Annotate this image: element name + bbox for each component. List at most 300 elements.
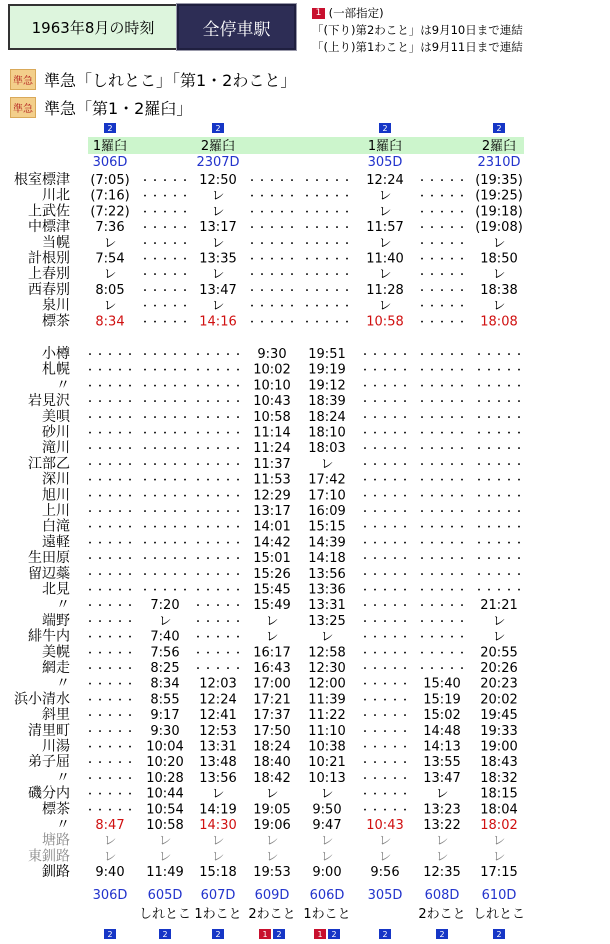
- time-cell: ・・・・・: [85, 695, 135, 707]
- time-cell: ・・・・・: [417, 285, 467, 297]
- station-name: 北見: [42, 581, 70, 598]
- time-cell: ・・・・・: [360, 428, 410, 440]
- time-cell: ・・・・・: [474, 491, 524, 503]
- station-name: 白滝: [42, 518, 70, 535]
- time-cell: 10:20: [146, 755, 184, 771]
- time-cell: ・・・・・: [474, 522, 524, 534]
- time-cell: ・・・・・: [417, 632, 467, 644]
- train-number-bottom: 608D: [424, 888, 460, 903]
- time-cell: ・・・・・: [474, 585, 524, 597]
- time-cell: 10:58: [366, 314, 404, 330]
- time-cell: レ: [265, 833, 279, 849]
- time-cell: ・・・・・: [417, 365, 467, 377]
- time-cell: レ: [378, 298, 392, 314]
- time-cell: ・・・・・: [360, 350, 410, 361]
- time-cell: レ: [158, 833, 172, 849]
- time-cell: 10:04: [146, 739, 184, 755]
- station-name: 美唄: [42, 408, 70, 425]
- time-cell: 7:40: [150, 629, 180, 645]
- time-cell: 14:01: [253, 519, 291, 535]
- time-cell: ・・・・・: [417, 176, 467, 187]
- time-cell: 19:53: [253, 865, 291, 881]
- time-cell: ・・・・・: [360, 569, 410, 581]
- time-cell: レ: [378, 267, 392, 283]
- time-cell: 18:50: [480, 251, 518, 267]
- seat-badge: 2: [107, 124, 113, 133]
- station-name: 深川: [42, 471, 70, 488]
- time-cell: ・・・・・: [302, 176, 352, 187]
- time-cell: ・・・・・: [193, 632, 243, 644]
- station-name: 浜小清水: [14, 691, 70, 708]
- time-cell: 9:30: [257, 347, 287, 362]
- station-name: 〃: [56, 675, 70, 692]
- station-name: 西春別: [28, 281, 70, 298]
- time-cell: ・・・・・: [85, 412, 135, 424]
- time-cell: ・・・・・: [474, 459, 524, 471]
- time-cell: ・・・・・: [417, 317, 467, 329]
- time-cell: 18:24: [308, 409, 346, 425]
- time-cell: ・・・・・: [140, 522, 190, 534]
- time-cell: レ: [103, 235, 117, 251]
- time-cell: 18:24: [253, 739, 291, 755]
- time-cell: 12:24: [366, 173, 404, 188]
- time-cell: 17:10: [308, 488, 346, 504]
- time-cell: ・・・・・: [360, 475, 410, 487]
- time-cell: 9:30: [150, 723, 180, 739]
- seat-badge: 2: [331, 930, 337, 939]
- time-cell: 12:41: [199, 708, 237, 724]
- time-cell: ・・・・・: [360, 397, 410, 409]
- station-name: 岩見沢: [28, 393, 70, 410]
- time-cell: ・・・・・: [85, 711, 135, 723]
- time-cell: 18:04: [480, 802, 518, 818]
- time-cell: ・・・・・: [417, 207, 467, 219]
- time-cell: ・・・・・: [140, 270, 190, 282]
- time-cell: レ: [378, 235, 392, 251]
- time-cell: 13:36: [308, 582, 346, 598]
- time-cell: 15:15: [308, 519, 346, 535]
- time-cell: ・・・・・: [140, 491, 190, 503]
- time-cell: 15:49: [253, 598, 291, 614]
- reserved-badge: 1: [312, 8, 325, 19]
- time-cell: ・・・・・: [140, 317, 190, 329]
- time-cell: 14:48: [423, 723, 461, 739]
- time-cell: ・・・・・: [417, 554, 467, 566]
- station-name: 小樽: [42, 346, 70, 362]
- time-cell: ・・・・・: [247, 176, 297, 187]
- time-cell: レ: [492, 833, 506, 849]
- time-cell: 15:02: [423, 708, 461, 724]
- time-cell: 11:28: [366, 282, 404, 298]
- time-cell: 11:37: [253, 456, 291, 472]
- time-cell: ・・・・・: [474, 475, 524, 487]
- time-cell: 13:23: [423, 802, 461, 818]
- time-cell: 18:08: [480, 314, 518, 330]
- train-number-bottom: 609D: [254, 888, 290, 903]
- time-cell: レ: [435, 833, 449, 849]
- time-cell: 15:01: [253, 551, 291, 567]
- time-cell: ・・・・・: [193, 475, 243, 487]
- time-cell: ・・・・・: [360, 507, 410, 518]
- time-cell: 13:56: [199, 770, 237, 786]
- time-cell: 8:47: [95, 818, 125, 833]
- time-cell: 19:05: [253, 802, 291, 818]
- time-cell: 7:20: [150, 598, 180, 614]
- station-name: 清里町: [28, 722, 70, 739]
- time-cell: ・・・・・: [140, 365, 190, 377]
- time-cell: ・・・・・: [85, 428, 135, 440]
- time-cell: レ: [265, 786, 279, 802]
- train-name-bottom: しれとこ: [138, 907, 192, 922]
- time-cell: 20:23: [480, 676, 518, 692]
- time-cell: レ: [103, 833, 117, 849]
- station-name: 上武佐: [28, 203, 70, 220]
- train-number-top: 306D: [92, 155, 128, 170]
- time-cell: ・・・・・: [193, 444, 243, 456]
- station-name: 端野: [42, 612, 70, 629]
- time-cell: ・・・・・: [193, 554, 243, 566]
- time-cell: 10:43: [253, 394, 291, 410]
- time-cell: 12:24: [199, 692, 237, 708]
- time-cell: レ: [320, 629, 334, 645]
- time-cell: 15:18: [199, 865, 237, 881]
- express-tag: 準急: [10, 97, 36, 118]
- time-cell: ・・・・・: [85, 585, 135, 597]
- time-cell: ・・・・・: [302, 301, 352, 313]
- seat-badge: 2: [439, 930, 445, 939]
- station-name: 留辺蘂: [28, 565, 70, 582]
- time-cell: ・・・・・: [140, 238, 190, 250]
- time-cell: ・・・・・: [85, 758, 135, 770]
- time-cell: (19:18): [475, 204, 523, 220]
- train-name-top: 2羅臼: [200, 139, 236, 154]
- time-cell: 12:03: [199, 676, 237, 692]
- time-cell: レ: [492, 613, 506, 629]
- seat-badge: 2: [382, 930, 388, 939]
- time-cell: 11:22: [308, 708, 346, 724]
- time-cell: 8:55: [150, 692, 180, 708]
- station-name: 滝川: [42, 440, 70, 457]
- time-cell: レ: [211, 849, 225, 865]
- time-cell: ・・・・・: [85, 522, 135, 534]
- time-cell: 9:47: [312, 818, 342, 833]
- time-cell: レ: [211, 267, 225, 283]
- time-cell: 12:35: [423, 865, 461, 881]
- time-cell: ・・・・・: [140, 459, 190, 471]
- time-cell: ・・・・・: [193, 397, 243, 409]
- train-name-top: 2羅臼: [481, 139, 517, 154]
- time-cell: 13:55: [423, 755, 461, 771]
- time-cell: ・・・・・: [360, 789, 410, 801]
- time-cell: レ: [211, 235, 225, 251]
- service-name: 準急「しれとこ」「第1・2わこと」: [44, 71, 297, 90]
- time-cell: (19:35): [475, 173, 523, 188]
- time-cell: 12:00: [308, 676, 346, 692]
- time-cell: ・・・・・: [360, 632, 410, 644]
- time-cell: 18:02: [480, 818, 518, 833]
- station-name: 標茶: [42, 313, 70, 330]
- time-cell: ・・・・・: [193, 365, 243, 377]
- time-cell: レ: [103, 849, 117, 865]
- time-cell: (19:08): [475, 220, 523, 236]
- time-cell: ・・・・・: [193, 601, 243, 613]
- time-cell: ・・・・・: [140, 207, 190, 219]
- time-cell: ・・・・・: [302, 223, 352, 235]
- time-cell: ・・・・・: [85, 397, 135, 409]
- time-cell: ・・・・・: [417, 428, 467, 440]
- time-cell: ・・・・・: [85, 475, 135, 487]
- page-title: 1963年8月の時刻: [31, 18, 155, 37]
- station-name: 上川: [42, 503, 70, 519]
- time-cell: ・・・・・: [360, 695, 410, 707]
- time-cell: ・・・・・: [360, 711, 410, 723]
- time-cell: ・・・・・: [247, 254, 297, 266]
- time-cell: 10:43: [366, 818, 404, 833]
- time-cell: 16:09: [308, 504, 346, 519]
- time-cell: ・・・・・: [302, 238, 352, 250]
- time-cell: 13:48: [199, 755, 237, 771]
- time-cell: ・・・・・: [417, 522, 467, 534]
- time-cell: ・・・・・: [85, 632, 135, 644]
- time-cell: 13:31: [308, 598, 346, 614]
- time-cell: レ: [378, 188, 392, 204]
- time-cell: ・・・・・: [474, 397, 524, 409]
- time-cell: 10:38: [308, 739, 346, 755]
- time-cell: レ: [211, 188, 225, 204]
- time-cell: ・・・・・: [247, 191, 297, 203]
- train-number-bottom: 605D: [147, 888, 183, 903]
- time-cell: ・・・・・: [417, 191, 467, 203]
- time-cell: ・・・・・: [140, 585, 190, 597]
- time-cell: ・・・・・: [474, 554, 524, 566]
- time-cell: ・・・・・: [140, 223, 190, 235]
- time-cell: ・・・・・: [474, 428, 524, 440]
- time-cell: 9:56: [370, 865, 400, 881]
- time-cell: 7:56: [150, 645, 180, 661]
- time-cell: ・・・・・: [302, 191, 352, 203]
- seat-badge: 2: [382, 124, 388, 133]
- time-cell: 17:50: [253, 723, 291, 739]
- time-cell: 8:34: [95, 314, 125, 330]
- time-cell: ・・・・・: [85, 554, 135, 566]
- time-cell: レ: [211, 833, 225, 849]
- service-name: 準急「第1・2羅臼」: [44, 99, 193, 118]
- time-cell: 11:57: [366, 220, 404, 236]
- time-cell: レ: [492, 235, 506, 251]
- time-cell: 18:40: [253, 755, 291, 771]
- time-cell: 18:43: [480, 755, 518, 771]
- seat-badge: 2: [276, 930, 282, 939]
- time-cell: ・・・・・: [247, 301, 297, 313]
- time-cell: ・・・・・: [360, 491, 410, 503]
- time-cell: ・・・・・: [302, 285, 352, 297]
- train-number-top: 2310D: [477, 155, 521, 170]
- time-cell: ・・・・・: [193, 569, 243, 581]
- time-cell: ・・・・・: [140, 538, 190, 550]
- time-cell: (7:16): [90, 188, 130, 204]
- time-cell: ・・・・・: [85, 664, 135, 675]
- time-cell: ・・・・・: [417, 350, 467, 361]
- station-name: 美幌: [42, 644, 70, 661]
- time-cell: 9:17: [150, 708, 180, 724]
- time-cell: ・・・・・: [360, 616, 410, 628]
- time-cell: レ: [211, 298, 225, 314]
- time-cell: レ: [378, 849, 392, 865]
- station-name: 〃: [56, 769, 70, 786]
- time-cell: (7:05): [90, 173, 130, 188]
- time-cell: ・・・・・: [474, 569, 524, 581]
- time-cell: ・・・・・: [360, 444, 410, 456]
- time-cell: 8:25: [150, 661, 180, 676]
- time-cell: レ: [492, 298, 506, 314]
- time-cell: ・・・・・: [417, 412, 467, 424]
- time-cell: レ: [435, 786, 449, 802]
- time-cell: ・・・・・: [360, 805, 410, 817]
- time-cell: レ: [378, 204, 392, 220]
- time-cell: 10:10: [253, 378, 291, 394]
- time-cell: 12:50: [199, 173, 237, 188]
- time-cell: ・・・・・: [417, 616, 467, 628]
- time-cell: ・・・・・: [140, 444, 190, 456]
- time-cell: ・・・・・: [193, 507, 243, 518]
- time-cell: レ: [492, 849, 506, 865]
- time-cell: 11:14: [253, 425, 291, 441]
- station-name: 計根別: [28, 250, 70, 267]
- station-name: 当幌: [42, 234, 70, 251]
- time-cell: レ: [158, 613, 172, 629]
- seat-badge: 2: [496, 124, 502, 133]
- time-cell: 10:21: [308, 755, 346, 771]
- time-cell: ・・・・・: [193, 459, 243, 471]
- train-name-bottom: 1わこと: [194, 907, 242, 922]
- station-name: 川北: [42, 187, 70, 204]
- station-name: 遠軽: [42, 534, 70, 551]
- time-cell: ・・・・・: [140, 191, 190, 203]
- time-cell: レ: [158, 849, 172, 865]
- mode-label: 全停車駅: [202, 19, 271, 40]
- time-cell: ・・・・・: [140, 285, 190, 297]
- time-cell: ・・・・・: [140, 554, 190, 566]
- note-head-text: (一部指定): [328, 6, 384, 20]
- time-cell: 9:40: [95, 865, 125, 881]
- time-cell: 17:15: [480, 865, 518, 881]
- time-cell: ・・・・・: [360, 554, 410, 566]
- time-cell: 20:26: [480, 661, 518, 676]
- station-name: 旭川: [42, 487, 70, 504]
- time-cell: レ: [265, 613, 279, 629]
- time-cell: ・・・・・: [85, 538, 135, 550]
- time-cell: 12:30: [308, 661, 346, 676]
- time-cell: ・・・・・: [474, 538, 524, 550]
- time-cell: ・・・・・: [140, 176, 190, 187]
- time-cell: ・・・・・: [474, 350, 524, 361]
- train-name-bottom: 2わこと: [248, 907, 296, 922]
- time-cell: 13:47: [423, 770, 461, 786]
- time-cell: ・・・・・: [417, 664, 467, 675]
- time-cell: ・・・・・: [474, 507, 524, 518]
- time-cell: (19:25): [475, 188, 523, 204]
- time-cell: 13:35: [199, 251, 237, 267]
- time-cell: ・・・・・: [417, 507, 467, 518]
- time-cell: ・・・・・: [85, 381, 135, 393]
- time-cell: ・・・・・: [360, 758, 410, 770]
- time-cell: ・・・・・: [85, 507, 135, 518]
- time-cell: ・・・・・: [85, 601, 135, 613]
- time-cell: (7:22): [90, 204, 130, 220]
- time-cell: 13:47: [199, 282, 237, 298]
- time-cell: ・・・・・: [417, 459, 467, 471]
- time-cell: 13:31: [199, 739, 237, 755]
- time-cell: 17:00: [253, 676, 291, 692]
- time-cell: ・・・・・: [247, 270, 297, 282]
- time-cell: ・・・・・: [85, 616, 135, 628]
- time-cell: 15:26: [253, 566, 291, 582]
- note-line-2: 「(上り)第1わこと」は9月11日まで連結: [312, 40, 523, 54]
- time-cell: ・・・・・: [140, 569, 190, 581]
- time-cell: ・・・・・: [360, 648, 410, 660]
- station-name: 標茶: [42, 801, 70, 818]
- time-cell: 19:00: [480, 739, 518, 755]
- seat-badge: 2: [107, 930, 113, 939]
- time-cell: ・・・・・: [417, 585, 467, 597]
- time-cell: ・・・・・: [140, 381, 190, 393]
- time-cell: ・・・・・: [474, 444, 524, 456]
- time-cell: ・・・・・: [474, 381, 524, 393]
- time-cell: 8:05: [95, 282, 125, 298]
- time-cell: レ: [211, 204, 225, 220]
- time-cell: 12:29: [253, 488, 291, 504]
- time-cell: ・・・・・: [474, 365, 524, 377]
- time-cell: ・・・・・: [417, 491, 467, 503]
- time-cell: レ: [103, 298, 117, 314]
- time-cell: 16:17: [253, 645, 291, 661]
- time-cell: ・・・・・: [360, 601, 410, 613]
- time-cell: 14:19: [199, 802, 237, 818]
- time-cell: 13:22: [423, 818, 461, 833]
- time-cell: ・・・・・: [85, 773, 135, 785]
- time-cell: 13:17: [253, 504, 291, 519]
- time-cell: ・・・・・: [193, 616, 243, 628]
- time-cell: レ: [320, 849, 334, 865]
- time-cell: 17:21: [253, 692, 291, 708]
- time-cell: ・・・・・: [193, 522, 243, 534]
- time-cell: ・・・・・: [360, 459, 410, 471]
- time-cell: レ: [320, 456, 334, 472]
- time-cell: レ: [211, 786, 225, 802]
- station-name: 札幌: [42, 361, 70, 378]
- time-cell: ・・・・・: [85, 742, 135, 754]
- time-cell: ・・・・・: [417, 475, 467, 487]
- time-cell: 19:33: [480, 723, 518, 739]
- station-name: 中標津: [28, 219, 70, 236]
- time-cell: 14:13: [423, 739, 461, 755]
- time-cell: ・・・・・: [193, 538, 243, 550]
- train-number-bottom: 607D: [200, 888, 236, 903]
- time-cell: 18:03: [308, 441, 346, 457]
- time-cell: ・・・・・: [140, 350, 190, 361]
- time-cell: ・・・・・: [417, 223, 467, 235]
- time-cell: 13:25: [308, 613, 346, 629]
- station-name: 〃: [56, 597, 70, 614]
- station-name: 川湯: [42, 738, 70, 755]
- station-name: 上春別: [28, 266, 70, 283]
- time-cell: 18:42: [253, 770, 291, 786]
- time-cell: ・・・・・: [85, 789, 135, 801]
- train-number-top: 305D: [367, 155, 403, 170]
- time-cell: レ: [492, 267, 506, 283]
- time-cell: 21:21: [480, 598, 518, 614]
- time-cell: 10:58: [253, 409, 291, 425]
